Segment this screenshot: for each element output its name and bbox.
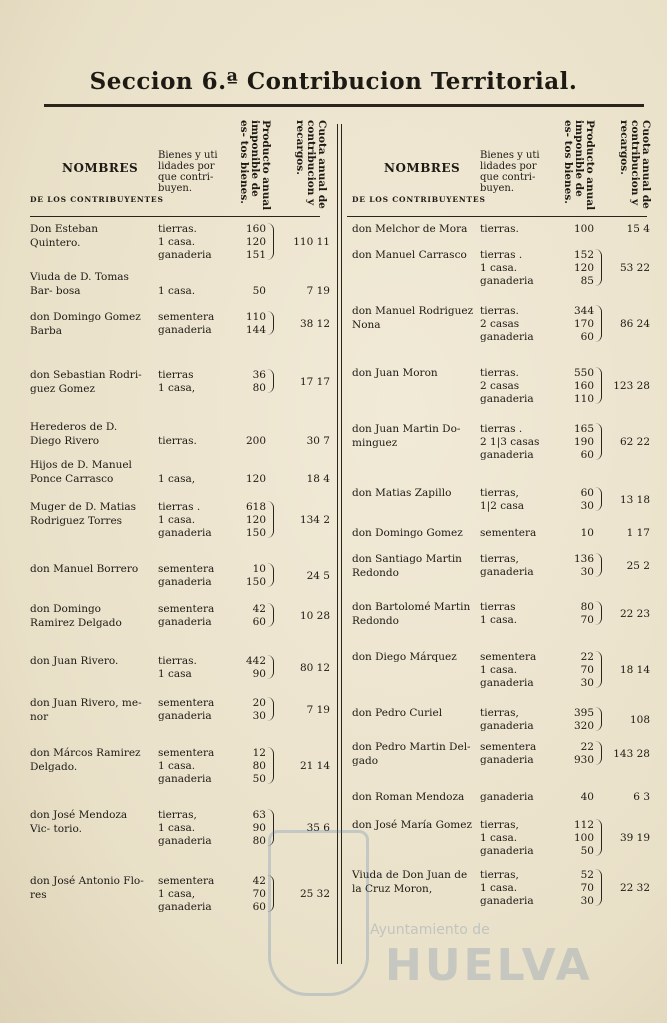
taxpayer-name: Don Esteban Quintero. xyxy=(30,223,99,249)
property-type: 1 casa, xyxy=(158,473,196,485)
grouping-brace xyxy=(267,311,274,335)
product-value: 144 xyxy=(245,324,266,336)
taxpayer-entry xyxy=(30,746,330,808)
property-type: sementera xyxy=(480,651,537,663)
product-value: 110 xyxy=(573,393,594,405)
property-type: sementera xyxy=(158,311,215,323)
property-type: ganaderia xyxy=(480,275,534,287)
quota-amount: 38 12 xyxy=(299,317,330,330)
product-value: 618 xyxy=(245,501,266,513)
product-value: 344 xyxy=(573,305,594,317)
product-value: 200 xyxy=(245,435,266,447)
taxpayer-entry xyxy=(352,790,652,818)
property-type: tierras . xyxy=(480,423,523,435)
header-bienes-right: Bienes y uti lidades por que contri- buyen. xyxy=(480,150,540,194)
property-type: tierras . xyxy=(480,249,523,261)
taxpayer-name: don José María Gomez xyxy=(352,819,473,831)
property-type: sementera xyxy=(158,697,215,709)
product-value: 30 xyxy=(252,710,266,722)
product-value: 20 xyxy=(252,697,266,709)
grouping-brace xyxy=(267,603,274,627)
taxpayer-name: don Domingo Gomez Barba xyxy=(30,311,141,337)
product-value: 90 xyxy=(252,668,266,680)
taxpayer-entry xyxy=(352,650,652,706)
taxpayer-name: don Domingo Ramirez Delgado xyxy=(30,603,122,629)
taxpayer-name: don Bartolomé Martin Redondo xyxy=(352,601,471,627)
property-type: 1 casa. xyxy=(480,664,518,676)
product-value: 80 xyxy=(252,835,266,847)
property-type: ganaderia xyxy=(480,895,534,907)
quota-amount: 25 32 xyxy=(299,888,330,900)
product-value: 100 xyxy=(573,832,594,844)
property-type: ganaderia xyxy=(158,616,212,628)
product-value: 70 xyxy=(580,664,594,676)
header-rule-right xyxy=(347,216,647,217)
product-value: 136 xyxy=(573,553,594,565)
property-type: tierras xyxy=(158,369,194,381)
taxpayer-entry xyxy=(352,422,652,486)
product-value: 30 xyxy=(580,895,594,907)
quota-amount: 134 2 xyxy=(299,514,330,526)
property-type: 1 casa, xyxy=(158,382,196,394)
taxpayer-name: don Sebastian Rodri- guez Gomez xyxy=(30,369,142,395)
taxpayer-name: don Manuel Carrasco xyxy=(352,249,467,261)
product-value: 320 xyxy=(573,720,594,732)
quota-amount: 80 12 xyxy=(299,661,330,674)
header-cuota-left: Cuota anual de contribucion y recargos. xyxy=(294,120,328,209)
taxpayer-entry xyxy=(30,562,330,602)
product-value: 395 xyxy=(573,707,594,719)
quota-amount: 1 17 xyxy=(626,527,650,539)
property-type: ganaderia xyxy=(480,449,534,461)
taxpayer-entry xyxy=(352,552,652,600)
property-type: ganaderia xyxy=(480,331,534,343)
taxpayer-entry xyxy=(352,600,652,650)
property-type: tierras. xyxy=(158,435,197,447)
product-value: 151 xyxy=(245,249,266,261)
product-value: 60 xyxy=(580,449,594,461)
quota-amount: 110 11 xyxy=(293,236,330,248)
property-type: tierras, xyxy=(158,809,197,821)
quota-amount: 21 14 xyxy=(299,760,330,772)
property-type: ganaderia xyxy=(158,249,212,261)
property-type: tierras. xyxy=(158,655,197,667)
product-value: 160 xyxy=(245,223,266,235)
header-producto-right: Producto anual imponible de es- tos bienes. xyxy=(562,120,596,211)
property-type: tierras. xyxy=(158,223,197,235)
taxpayer-entry xyxy=(30,458,330,500)
taxpayer-name: Muger de D. Matias Rodriguez Torres xyxy=(30,501,137,527)
taxpayer-name: don Manuel Rodriguez Nona xyxy=(352,305,474,331)
property-type: ganaderia xyxy=(480,845,534,857)
header-bienes-left: Bienes y uti lidades por que contri- buyen. xyxy=(158,150,218,194)
product-value: 60 xyxy=(252,901,266,913)
product-value: 80 xyxy=(252,382,266,394)
product-value: 550 xyxy=(573,367,594,379)
property-type: 1 casa. xyxy=(158,285,196,297)
property-type: sementera xyxy=(158,747,215,759)
product-value: 22 xyxy=(580,741,594,753)
property-type: ganaderia xyxy=(158,901,212,913)
property-type: sementera xyxy=(158,603,215,615)
page-title: Seccion 6.ª Contribucion Territorial. xyxy=(89,68,578,95)
taxpayer-name: don Roman Mendoza xyxy=(352,791,465,803)
product-value: 60 xyxy=(252,616,266,628)
taxpayer-entry xyxy=(352,526,652,552)
product-value: 30 xyxy=(580,500,594,512)
quota-amount: 143 28 xyxy=(613,747,650,760)
property-type: tierras, xyxy=(480,869,519,881)
property-type: tierras . xyxy=(158,501,201,513)
product-value: 930 xyxy=(573,754,594,766)
product-value: 50 xyxy=(580,845,594,857)
grouping-brace xyxy=(267,563,274,587)
header-producto-left: Producto anual imponible de es- tos bienes. xyxy=(238,120,272,211)
product-value: 50 xyxy=(252,773,266,785)
taxpayer-name: don Juan Moron xyxy=(352,367,438,379)
grouping-brace xyxy=(267,697,274,721)
property-type: tierras xyxy=(480,601,516,613)
product-value: 112 xyxy=(573,819,594,831)
taxpayer-entry xyxy=(352,868,652,930)
product-value: 60 xyxy=(580,331,594,343)
quota-amount: 10 28 xyxy=(299,609,330,622)
taxpayer-entry xyxy=(352,740,652,790)
archive-stamp xyxy=(268,830,369,996)
product-value: 70 xyxy=(580,882,594,894)
quota-amount: 108 xyxy=(629,713,650,726)
header-contribuyentes-right: DE LOS CONTRIBUYENTES xyxy=(352,195,486,204)
product-value: 70 xyxy=(580,614,594,626)
header-nombres-left: NOMBRES xyxy=(62,161,139,175)
property-type: ganaderia xyxy=(480,720,534,732)
quota-amount: 62 22 xyxy=(619,436,650,448)
taxpayer-entry xyxy=(352,248,652,304)
quota-amount: 35 6 xyxy=(306,822,330,834)
property-type: tierras. xyxy=(480,223,519,235)
taxpayer-entry xyxy=(30,270,330,310)
quota-amount: 30 7 xyxy=(306,435,330,447)
product-value: 170 xyxy=(573,318,594,330)
product-value: 30 xyxy=(580,566,594,578)
property-type: 1 casa. xyxy=(158,514,196,526)
taxpayer-name: Herederos de D. Diego Rivero xyxy=(30,421,118,447)
taxpayer-name: don Pedro Curiel xyxy=(352,707,443,719)
grouping-brace xyxy=(267,747,274,784)
product-value: 10 xyxy=(580,527,594,539)
quota-amount: 39 19 xyxy=(619,832,650,844)
property-type: tierras. xyxy=(480,305,519,317)
taxpayer-name: don Matias Zapillo xyxy=(352,487,452,499)
product-value: 150 xyxy=(245,576,266,588)
property-type: 1 casa. xyxy=(480,614,518,626)
header-nombres-right: NOMBRES xyxy=(384,161,461,175)
taxpayer-entry xyxy=(30,310,330,368)
taxpayer-name: Hijos de D. Manuel Ponce Carrasco xyxy=(30,459,132,485)
quota-amount: 22 32 xyxy=(619,882,650,894)
quota-amount: 6 3 xyxy=(633,791,650,803)
property-type: ganaderia xyxy=(480,754,534,766)
product-value: 120 xyxy=(245,473,266,485)
property-type: 1|2 casa xyxy=(480,500,525,512)
taxpayer-name: don Santiago Martin Redondo xyxy=(352,553,462,579)
quota-amount: 7 19 xyxy=(306,703,330,716)
quota-amount: 25 2 xyxy=(626,559,650,572)
product-value: 30 xyxy=(580,677,594,689)
taxpayer-name: don Juan Rivero. xyxy=(30,655,119,667)
product-value: 100 xyxy=(573,223,594,235)
property-type: 1 casa. xyxy=(480,832,518,844)
quota-amount: 15 4 xyxy=(626,223,650,235)
header-contribuyentes-left: DE LOS CONTRIBUYENTES xyxy=(30,195,164,204)
header-cuota-right: Cuota anual de contribucion y recargos. xyxy=(618,120,652,209)
property-type: ganaderia xyxy=(158,835,212,847)
property-type: ganaderia xyxy=(158,324,212,336)
quota-amount: 53 22 xyxy=(619,262,650,274)
taxpayer-name: don Diego Márquez xyxy=(352,651,457,663)
property-type: tierras, xyxy=(480,819,519,831)
property-type: 1 casa. xyxy=(158,236,196,248)
taxpayer-name: don José Mendoza Vic- torio. xyxy=(30,809,128,835)
taxpayer-name: don Márcos Ramirez Delgado. xyxy=(30,747,141,773)
product-value: 120 xyxy=(245,236,266,248)
product-value: 10 xyxy=(252,563,266,575)
taxpayer-entry xyxy=(30,654,330,696)
property-type: tierras, xyxy=(480,487,519,499)
product-value: 52 xyxy=(580,869,594,881)
taxpayer-entry xyxy=(352,818,652,868)
property-type: sementera xyxy=(158,563,215,575)
product-value: 150 xyxy=(245,527,266,539)
product-value: 36 xyxy=(252,369,266,381)
property-type: ganaderia xyxy=(158,527,212,539)
taxpayer-entry xyxy=(30,500,330,562)
taxpayer-entry xyxy=(30,420,330,458)
property-type: tierras, xyxy=(480,707,519,719)
taxpayer-name: don Melchor de Mora xyxy=(352,223,468,235)
taxpayer-entry xyxy=(352,366,652,422)
product-value: 442 xyxy=(245,655,266,667)
taxpayer-entry xyxy=(352,486,652,526)
product-value: 70 xyxy=(252,888,266,900)
property-type: ganaderia xyxy=(480,677,534,689)
watermark: HUELVA xyxy=(385,940,593,991)
grouping-brace xyxy=(267,501,274,538)
product-value: 120 xyxy=(245,514,266,526)
quota-amount: 24 5 xyxy=(306,569,330,582)
quota-amount: 18 4 xyxy=(306,473,330,485)
product-value: 12 xyxy=(252,747,266,759)
product-value: 165 xyxy=(573,423,594,435)
taxpayer-name: Viuda de D. Tomas Bar- bosa xyxy=(30,271,129,297)
taxpayer-entry xyxy=(30,368,330,420)
property-type: sementera xyxy=(480,527,537,539)
property-type: 1 casa, xyxy=(158,888,196,900)
quota-amount: 22 23 xyxy=(619,607,650,620)
property-type: tierras. xyxy=(480,367,519,379)
property-type: 2 casas xyxy=(480,380,520,392)
property-type: ganaderia xyxy=(158,576,212,588)
property-type: ganaderia xyxy=(480,791,534,803)
product-value: 60 xyxy=(580,487,594,499)
quota-amount: 18 14 xyxy=(619,664,650,676)
property-type: 2 casas xyxy=(480,318,520,330)
taxpayer-entry xyxy=(30,222,330,270)
product-value: 152 xyxy=(573,249,594,261)
property-type: 1 casa. xyxy=(158,822,196,834)
product-value: 160 xyxy=(573,380,594,392)
product-value: 63 xyxy=(252,809,266,821)
taxpayer-name: don Pedro Martin Del- gado xyxy=(352,741,471,767)
property-type: tierras, xyxy=(480,553,519,565)
property-type: 1 casa. xyxy=(480,262,518,274)
product-value: 22 xyxy=(580,651,594,663)
taxpayer-entry xyxy=(352,304,652,366)
product-value: 80 xyxy=(580,601,594,613)
property-type: ganaderia xyxy=(480,393,534,405)
property-type: ganaderia xyxy=(158,710,212,722)
taxpayer-entry xyxy=(30,696,330,746)
taxpayer-name: don Juan Rivero, me- nor xyxy=(30,697,142,723)
grouping-brace xyxy=(267,369,274,393)
property-type: 1 casa. xyxy=(480,882,518,894)
header-rule-left xyxy=(30,216,320,217)
product-value: 110 xyxy=(245,311,266,323)
taxpayer-entry xyxy=(352,222,652,248)
product-value: 50 xyxy=(252,285,266,297)
taxpayer-name: don Domingo Gomez xyxy=(352,527,463,539)
grouping-brace xyxy=(267,655,274,679)
product-value: 42 xyxy=(252,875,266,887)
product-value: 120 xyxy=(573,262,594,274)
property-type: ganaderia xyxy=(158,773,212,785)
product-value: 80 xyxy=(252,760,266,772)
product-value: 42 xyxy=(252,603,266,615)
property-type: sementera xyxy=(480,741,537,753)
property-type: sementera xyxy=(158,875,215,887)
title-rule xyxy=(44,104,644,107)
taxpayer-entry xyxy=(30,602,330,654)
taxpayer-name: don Juan Martin Do- minguez xyxy=(352,423,461,449)
watermark-top: Ayuntamiento de xyxy=(370,922,490,938)
product-value: 90 xyxy=(252,822,266,834)
property-type: 2 1|3 casas xyxy=(480,436,540,448)
taxpayer-name: Viuda de Don Juan de la Cruz Moron, xyxy=(352,869,468,895)
quota-amount: 123 28 xyxy=(613,380,650,392)
grouping-brace xyxy=(267,223,274,260)
quota-amount: 7 19 xyxy=(306,285,330,297)
taxpayer-name: don Manuel Borrero xyxy=(30,563,139,575)
taxpayer-entry xyxy=(352,706,652,740)
property-type: ganaderia xyxy=(480,566,534,578)
product-value: 40 xyxy=(580,791,594,803)
product-value: 190 xyxy=(573,436,594,448)
property-type: 1 casa. xyxy=(158,760,196,772)
quota-amount: 86 24 xyxy=(619,318,650,330)
taxpayer-name: don José Antonio Flo- res xyxy=(30,875,144,901)
product-value: 85 xyxy=(580,275,594,287)
quota-amount: 13 18 xyxy=(619,493,650,506)
quota-amount: 17 17 xyxy=(299,375,330,388)
property-type: 1 casa xyxy=(158,668,192,680)
